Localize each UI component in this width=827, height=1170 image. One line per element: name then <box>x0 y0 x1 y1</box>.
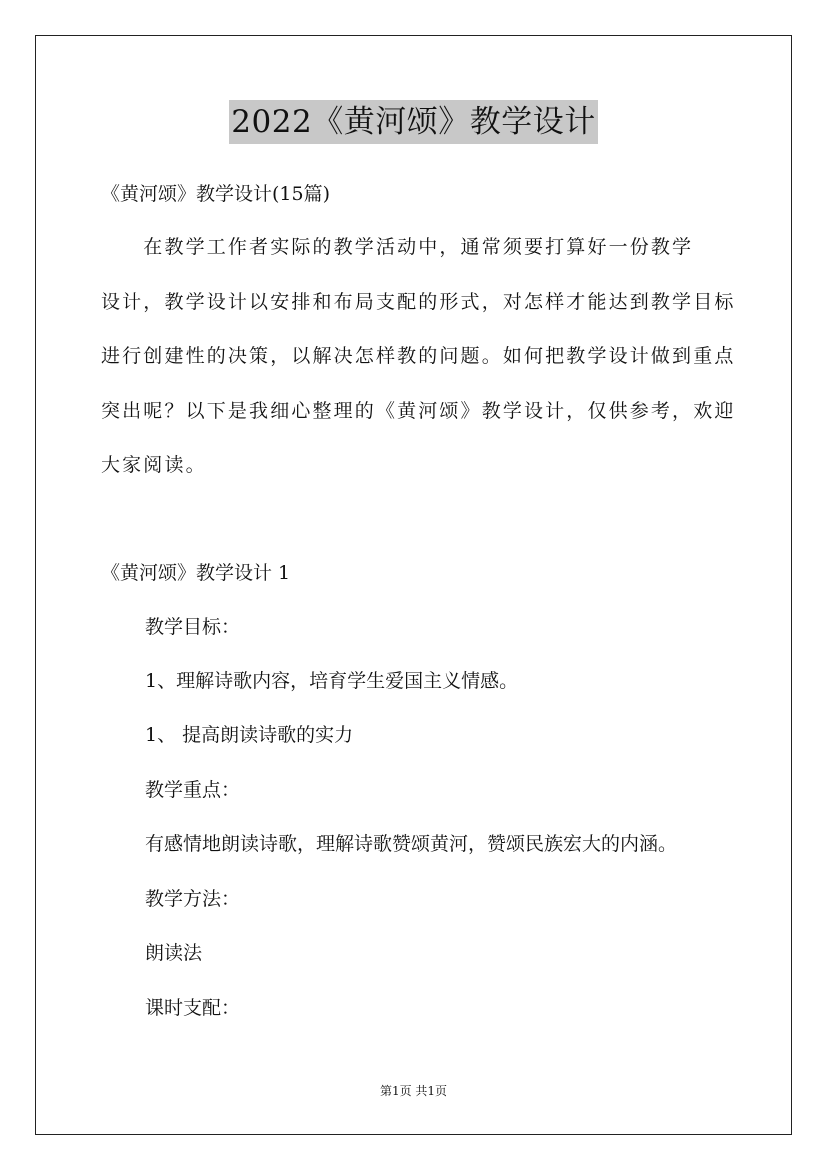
intro-line: 突出呢？以下是我细心整理的《黄河颂》教学设计，仅供参考，欢迎 <box>101 400 736 422</box>
intro-line: 大家阅读。 <box>101 454 207 476</box>
section-item: 教学重点： <box>145 779 241 801</box>
section-item: 课时支配： <box>145 997 241 1019</box>
section-item: 教学方法： <box>145 888 241 910</box>
section-item: 1、 提高朗读诗歌的实力 <box>145 724 354 746</box>
intro-line: 设计，教学设计以安排和布局支配的形式，对怎样才能达到教学目标 <box>101 291 736 313</box>
title-container <box>0 100 827 144</box>
intro-line: 在教学工作者实际的教学活动中，通常须要打算好一份教学 <box>101 236 694 258</box>
section-item: 朗读法 <box>145 942 203 964</box>
document-subtitle: 《黄河颂》教学设计(15篇) <box>101 183 331 205</box>
section-item: 1、理解诗歌内容，培育学生爱国主义情感。 <box>145 670 519 692</box>
intro-line: 进行创建性的决策，以解决怎样教的问题。如何把教学设计做到重点 <box>101 345 736 367</box>
section-item: 教学目标： <box>145 616 241 638</box>
document-title: 2022《黄河颂》教学设计 <box>229 100 597 144</box>
page-footer: 第1页 共1页 <box>379 1084 448 1098</box>
section-item: 有感情地朗读诗歌，理解诗歌赞颂黄河，赞颂民族宏大的内涵。 <box>145 833 678 855</box>
section-heading: 《黄河颂》教学设计 1 <box>101 562 291 584</box>
